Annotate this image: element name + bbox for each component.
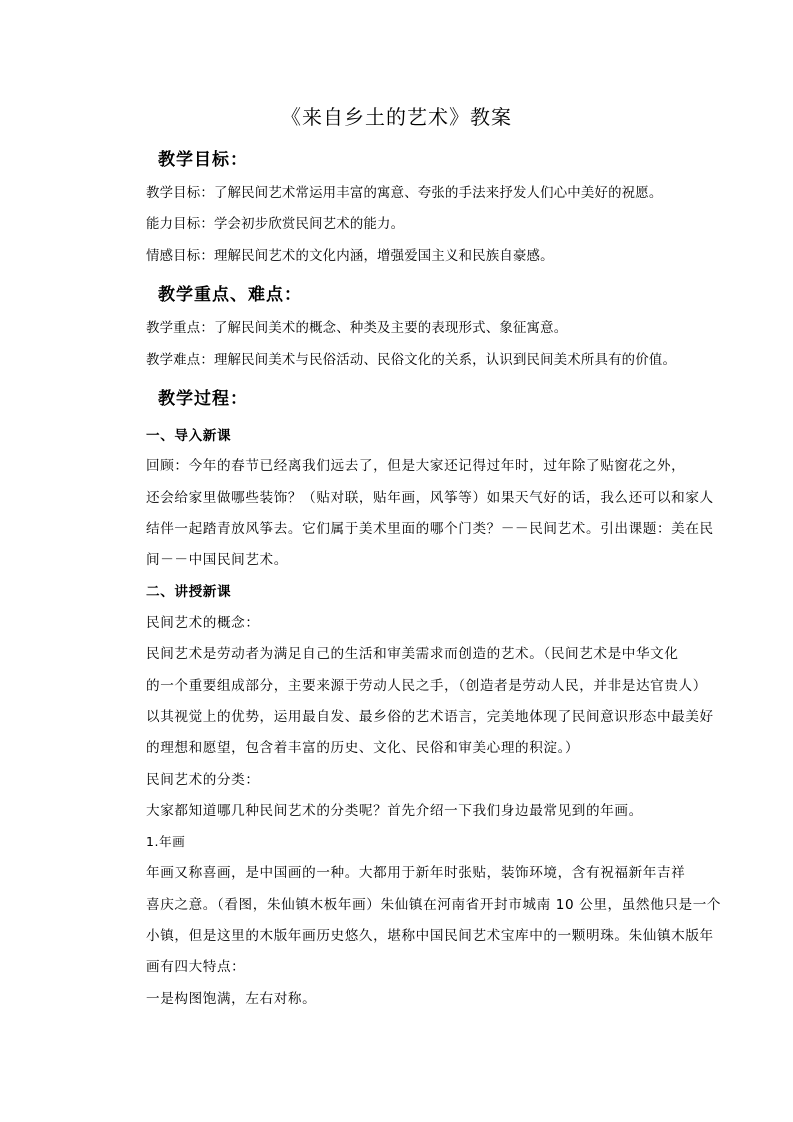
concept-line-1: 民间艺术是劳动者为满足自己的生活和审美需求而创造的艺术。（民间艺术是中华文化 — [146, 646, 679, 662]
key-point-line-1: 教学重点：了解民间美术的概念、种类及主要的表现形式、象征寓意。 — [146, 321, 568, 336]
item1-line-4: 画有四大特点： — [146, 959, 246, 975]
item1-title: 1.年画 — [146, 834, 186, 849]
objective-line-3: 情感目标：理解民间艺术的文化内涵，增强爱国主义和民族自豪感。 — [146, 249, 554, 264]
category-label: 民间艺术的分类： — [146, 772, 260, 788]
document-title: 《来自乡土的艺术》教案 — [281, 105, 512, 129]
part1-line-1: 回顾：今年的春节已经离我们远去了，但是大家还记得过年时，过年除了贴窗花之外， — [146, 458, 686, 474]
concept-line-2: 的一个重要组成部分，主要来源于劳动人民之手，（创造者是劳动人民，并非是达官贵人） — [146, 678, 707, 694]
key-point-line-2: 教学难点：理解民间美术与民俗活动、民俗文化的关系，认识到民间美术所具有的价值。 — [146, 353, 677, 368]
part1-line-4: 间－－中国民间艺术。 — [146, 552, 288, 568]
heading-process: 教学过程： — [158, 389, 248, 409]
part1-title: 一、导入新课 — [146, 428, 232, 444]
heading-objectives: 教学目标： — [158, 150, 248, 170]
heading-key-points: 教学重点、难点： — [158, 285, 302, 305]
objective-line-1: 教学目标：了解民间艺术常运用丰富的寓意、夸张的手法来抒发人们心中美好的祝愿。 — [146, 186, 663, 201]
part1-line-2: 还会给家里做哪些装饰？（贴对联，贴年画，风筝等）如果天气好的话，我么还可以和家人 — [146, 490, 714, 506]
feature-1: 一是构图饱满，左右对称。 — [146, 991, 317, 1007]
item1-line-2: 喜庆之意。（看图，朱仙镇木板年画）朱仙镇在河南省开封市城南 10 公里，虽然他只是一个 — [146, 897, 722, 913]
category-intro: 大家都知道哪几种民间艺术的分类呢？首先介绍一下我们身边最常见到的年画。 — [146, 803, 643, 819]
item1-line-3: 小镇，但是这里的木版年画历史悠久，堪称中国民间艺术宝库中的一颗明珠。朱仙镇木版年 — [146, 928, 714, 944]
item1-line-1: 年画又称喜画，是中国画的一种。大都用于新年时张贴，装饰环境，含有祝福新年吉祥 — [146, 865, 686, 881]
concept-line-4: 的理想和愿望，包含着丰富的历史、文化、民俗和审美心理的积淀。） — [146, 740, 580, 756]
objective-line-2: 能力目标：学会初步欣赏民间艺术的能力。 — [146, 217, 405, 232]
part2-title: 二、讲授新课 — [146, 584, 232, 600]
part1-line-3: 结伴一起踏青放风筝去。它们属于美术里面的哪个门类？－－民间艺术。引出课题：美在民 — [146, 521, 714, 537]
concept-line-3: 以其视觉上的优势，运用最自发、最乡俗的艺术语言，完美地体现了民间意识形态中最美好 — [146, 709, 714, 725]
concept-label: 民间艺术的概念： — [146, 615, 260, 631]
